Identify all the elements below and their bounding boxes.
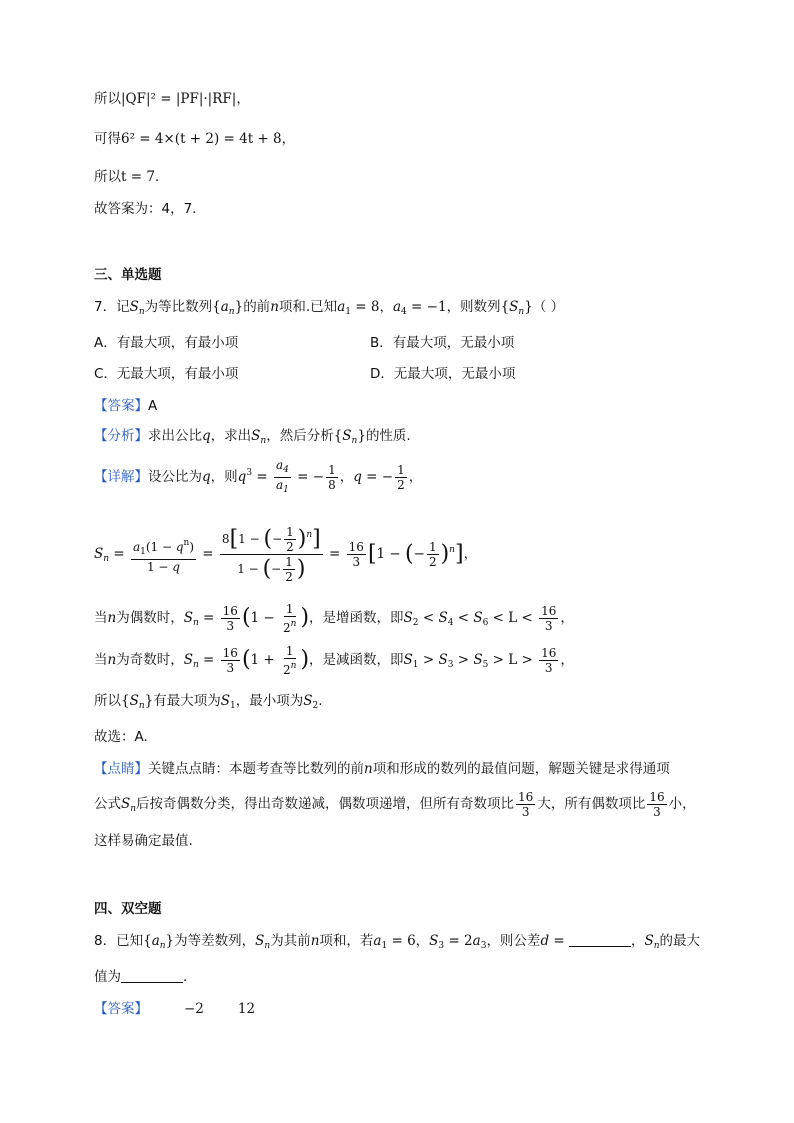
section-title-single-choice: 三、单选题 <box>94 267 162 283</box>
question-7: 7．记$S_n$为等比数列$\{a_n\}$的前n项和.已知$a_1 = 8$，$a_4 = -1$，则数列$\{S_n\}$（ ） <box>94 299 565 317</box>
answer-tag-8: 【答案】 <box>94 1001 148 1017</box>
blank-2 <box>121 968 183 983</box>
option-b: B．有最大项，无最小项 <box>370 335 515 351</box>
detail-tag: 【详解】 <box>94 469 148 485</box>
math-t: t = 7 <box>121 169 155 185</box>
remark-7-line3: 这样易确定最值. <box>94 833 193 849</box>
remark-tag: 【点睛】 <box>94 761 148 777</box>
conclusion-7: 所以$\{S_n\}$有最大项为$S_1$，最小项为$S_2$. <box>94 693 323 711</box>
question-8-line1: 8．已知$\{a_n\}$为等差数列，$S_n$为其前n项和，若$a_1 = 6$，$S_3 = 2a_3$，则公差d = ，$S_n$的最大 <box>94 933 701 951</box>
math-equation: 6² = 4×(t + 2) = 4t + 8 <box>121 131 282 147</box>
analysis-tag: 【分析】 <box>94 428 148 444</box>
math-qf: |QF|² = |PF|·|RF| <box>121 91 237 107</box>
line-answer-6: 故答案为：4，7. <box>94 201 197 217</box>
odd-case: 当n为奇数时，$S_n$ = $\frac{16}{3}$ (1 + $\frac{1}{2^n}$ )，是减函数，即$S_1 > S_3 > S_5 > L$ > $\frac{16}{3}$ ， <box>94 643 574 677</box>
remark-7-line1: 【点睛】关键点点睛：本题考查等比数列的前n项和形成的数列的最值问题，解题关键是求得通项 <box>94 761 670 777</box>
line-t-result: 所以t = 7. <box>94 169 160 185</box>
remark-7-line2: 公式$S_n$后按奇偶数分类，得出奇数递减，偶数项递增，但所有奇数项比 $\frac{16}{3}$ 大，所有偶数项比 $\frac{16}{3}$ 小， <box>94 789 696 819</box>
answer-7: 【答案】A <box>94 398 158 414</box>
sn-formula: $S_n$ = $\frac{a_1(1 - q^n)}{1 - q}$ = 8[1 − (− $\frac{1}{2}$ )$^n$] 1 − (− $\frac{1}{2}$ ) = $\frac{16}{3}$ [1 − (− $\frac{1}{2}$ )$^n$]， <box>94 525 478 584</box>
analysis-7: 【分析】求出公比q，求出$S_n$，然后分析$\{S_n\}$的性质. <box>94 428 411 446</box>
even-case: 当n为偶数时，$S_n$ = $\frac{16}{3}$ (1 − $\frac{1}{2^n}$ )，是增函数，即$S_2 < S_4 < S_6 < L$ < $\frac{16}{3}$ ， <box>94 601 574 635</box>
option-c: C．无最大项，有最小项 <box>94 366 239 382</box>
option-d: D．无最大项，无最小项 <box>370 366 516 382</box>
choose-7: 故选：A. <box>94 729 148 745</box>
section-title-double-blank: 四、双空题 <box>94 901 162 917</box>
question-8-line2: 值为 . <box>94 969 188 985</box>
line-equation: 可得6² = 4×(t + 2) = 4t + 8， <box>94 131 296 147</box>
detail-7: 【详解】设公比为q，则$q^3$ = $\frac{a_4}{a_1}$ = − $\frac{1}{8}$ ，q = − $\frac{1}{2}$ ， <box>94 457 423 495</box>
option-a: A．有最大项，有最小项 <box>94 335 239 351</box>
blank-1 <box>569 932 631 947</box>
line-qf-relation: 所以|QF|² = |PF|·|RF|， <box>94 91 250 107</box>
answer-8: 【答案】 −2 12 <box>94 1001 256 1017</box>
answer-tag: 【答案】 <box>94 398 148 414</box>
